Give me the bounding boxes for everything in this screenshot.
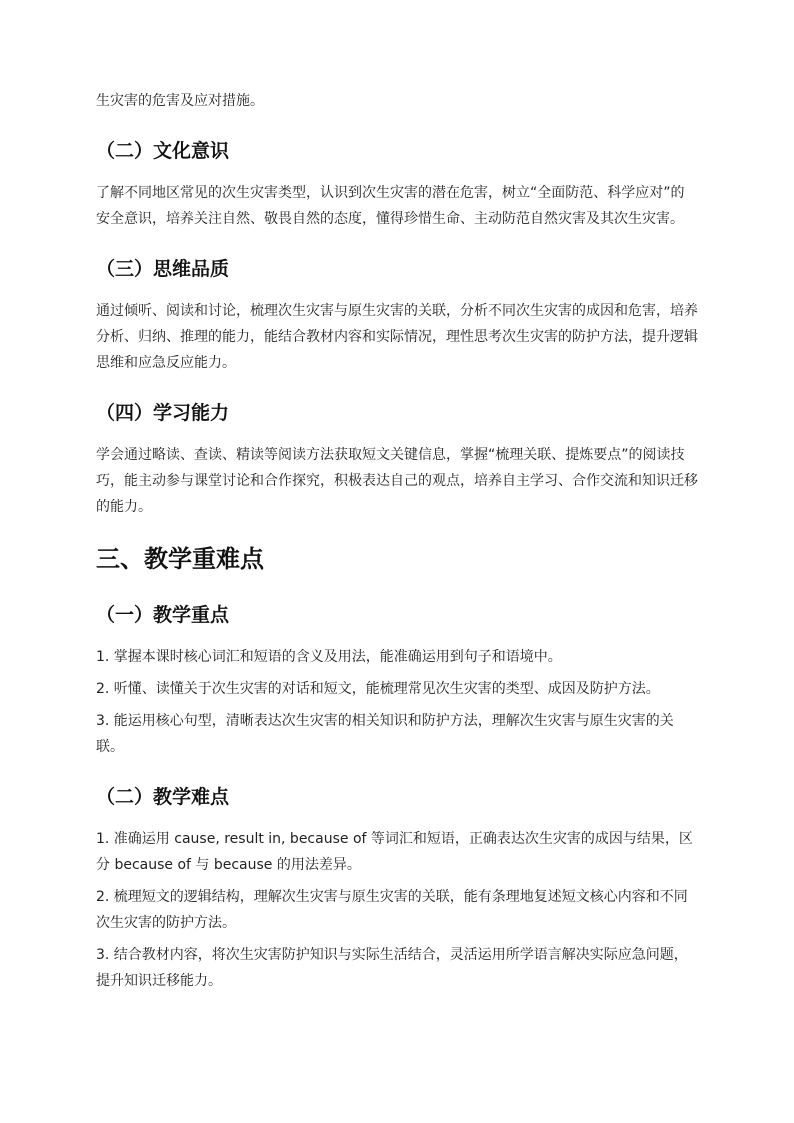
difficult-points-heading: （二）教学难点 bbox=[96, 786, 230, 808]
intro-tail-text: 生灾害的危害及应对措施。 bbox=[96, 93, 264, 109]
difficult-point-item: 2. 梳理短文的逻辑结构，理解次生灾害与原生灾害的关联，能有条理地复述短文核心内容和不同次生灾害的防护方法。 bbox=[96, 889, 688, 931]
learning-text: 学会通过略读、查读、精读等阅读方法获取短文关键信息，掌握“梳理关联、提炼要点”的阅读技巧，能主动参与课堂讨论和合作探究，积极表达自己的观点，培养自主学习、合作交流和知识迁移的能力。 bbox=[96, 447, 698, 515]
difficult-point-item: 1. 准确运用 cause, result in, because of 等词汇和短语，正确表达次生灾害的成因与结果，区分 because of 与 because 的用法差异。 bbox=[96, 831, 693, 873]
culture-text: 了解不同地区常见的次生灾害类型，认识到次生灾害的潜在危害，树立“全面防范、科学应对”的安全意识，培养关注自然、敬畏自然的态度，懂得珍惜生命、主动防范自然灾害及其次生灾害。 bbox=[96, 185, 685, 227]
learning-heading: （四）学习能力 bbox=[96, 402, 230, 424]
key-points-heading: （一）教学重点 bbox=[96, 604, 230, 626]
thinking-text: 通过倾听、阅读和讨论，梳理次生灾害与原生灾害的关联，分析不同次生灾害的成因和危害，培养分析、归纳、推理的能力，能结合教材内容和实际情况，理性思考次生灾害的防护方法，提升逻辑思维和应急反应能力。 bbox=[96, 303, 698, 371]
key-point-item: 1. 掌握本课时核心词汇和短语的含义及用法，能准确运用到句子和语境中。 bbox=[96, 649, 562, 665]
key-point-item: 2. 听懂、读懂关于次生灾害的对话和短文，能梳理常见次生灾害的类型、成因及防护方法。 bbox=[96, 681, 660, 697]
culture-heading: （二）文化意识 bbox=[96, 140, 230, 162]
document-page bbox=[96, 88, 698, 1000]
difficult-point-item: 3. 结合教材内容，将次生灾害防护知识与实际生活结合，灵活运用所学语言解决实际应急问题，提升知识迁移能力。 bbox=[96, 947, 688, 989]
key-point-item: 3. 能运用核心句型，清晰表达次生灾害的相关知识和防护方法，理解次生灾害与原生灾害的关联。 bbox=[96, 713, 674, 755]
section3-heading: 三、教学重难点 bbox=[96, 545, 264, 573]
thinking-heading: （三）思维品质 bbox=[96, 258, 230, 280]
